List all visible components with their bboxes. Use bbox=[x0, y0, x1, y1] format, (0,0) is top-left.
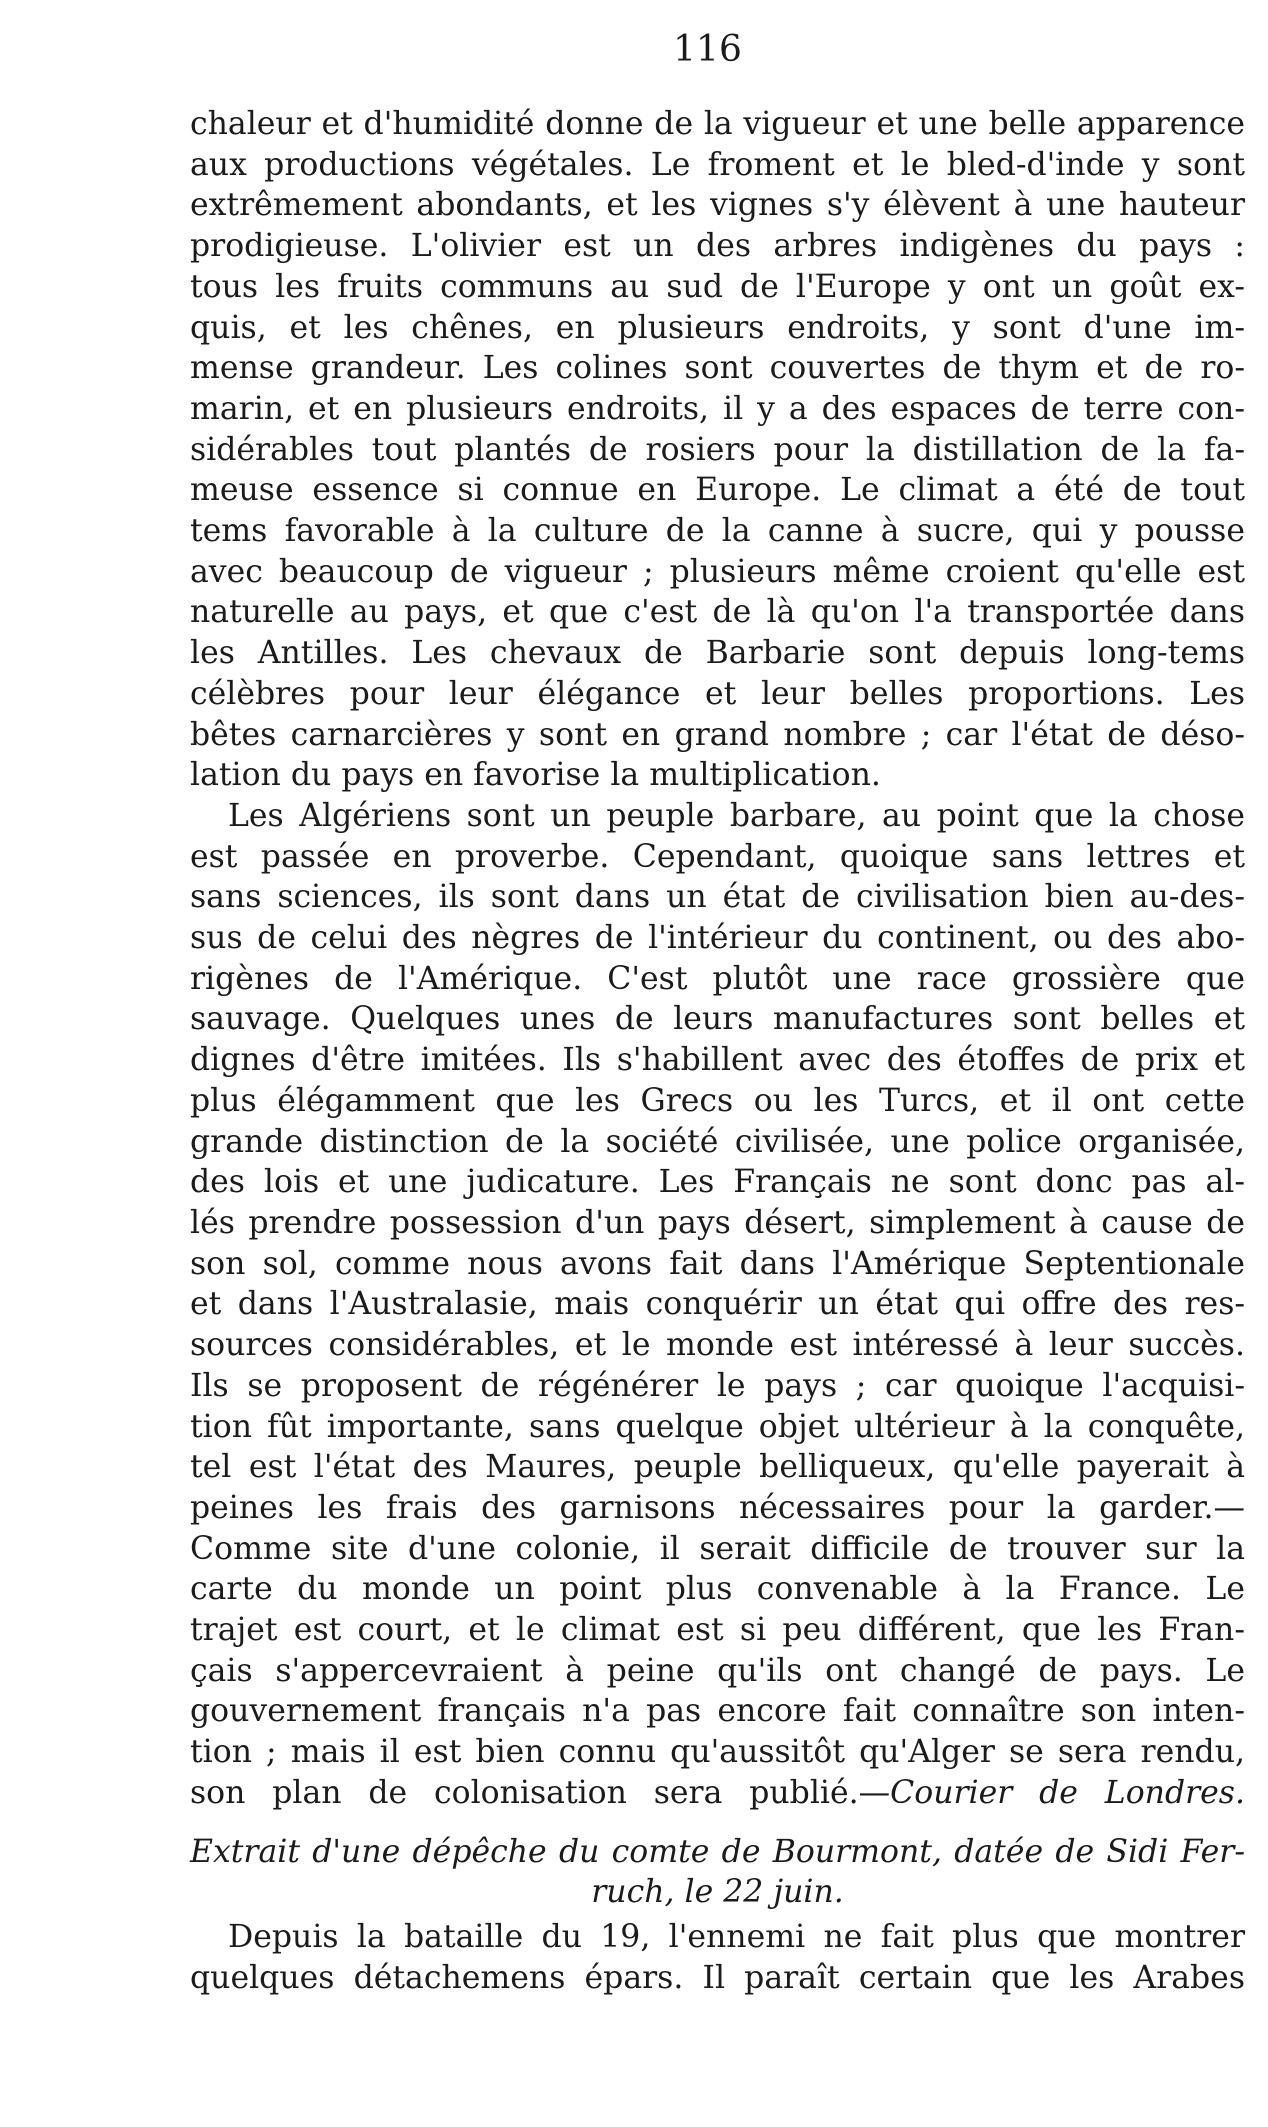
text-line: célèbres pour leur élégance et leur belles proportions. Les bbox=[190, 675, 1245, 712]
text-line: prodigieuse. L'olivier est un des arbres indigènes du pays : bbox=[190, 228, 1245, 265]
text-line: dignes d'être imitées. Ils s'habillent avec des étoffes de prix et bbox=[190, 1042, 1245, 1079]
text-line: tion fût importante, sans quelque objet ultérieur à la conquête, bbox=[190, 1408, 1245, 1445]
text-line: les Antilles. Les chevaux de Barbarie sont depuis long-tems bbox=[190, 635, 1245, 672]
text-line: Ils se proposent de régénérer le pays ; car quoique l'acquisi- bbox=[190, 1367, 1245, 1404]
text-line: quelques détachemens épars. Il paraît certain que les Arabes bbox=[190, 1959, 1245, 1996]
text-line: quis, et les chênes, en plusieurs endroits, y sont d'une im- bbox=[190, 309, 1245, 346]
text-line: trajet est court, et le climat est si peu différent, que les Fran- bbox=[190, 1612, 1245, 1649]
text-line-with-signature bbox=[190, 1773, 1245, 1814]
text-line: extrêmement abondants, et les vignes s'y élèvent à une hauteur bbox=[190, 187, 1245, 224]
text-line: çais s'appercevraient à peine qu'ils ont changé de pays. Le bbox=[190, 1652, 1245, 1689]
text-line: sus de celui des nègres de l'intérieur du continent, ou des abo- bbox=[190, 920, 1245, 957]
text-line: naturelle au pays, et que c'est de là qu'on l'a transportée dans bbox=[190, 594, 1245, 631]
text-line: est passée en proverbe. Cependant, quoique sans lettres et bbox=[190, 838, 1245, 875]
text-line: tel est l'état des Maures, peuple belliqueux, qu'elle payerait à bbox=[190, 1449, 1245, 1486]
text-line: chaleur et d'humidité donne de la vigueur et une belle apparence bbox=[190, 106, 1245, 142]
text-fragment: son plan de colonisation sera publié.— bbox=[190, 1774, 891, 1811]
text-line: carte du monde un point plus convenable à la France. Le bbox=[190, 1571, 1245, 1608]
text-line: bêtes carnarcières y sont en grand nombre ; car l'état de déso- bbox=[190, 716, 1245, 753]
text-line: sans sciences, ils sont dans un état de civilisation bien au-des- bbox=[190, 879, 1245, 916]
text-line: gouvernement français n'a pas encore fait connaître son inten- bbox=[190, 1693, 1245, 1730]
text-line: tion ; mais il est bien connu qu'aussitôt qu'Alger se sera rendu, bbox=[190, 1734, 1245, 1771]
text-line: et dans l'Australasie, mais conquérir un état qui offre des res- bbox=[190, 1286, 1245, 1323]
text-line: mense grandeur. Les colines sont couvertes de thym et de ro- bbox=[190, 350, 1245, 387]
paragraph-description bbox=[190, 104, 1245, 796]
text-line: Les Algériens sont un peuple barbare, au point que la chose bbox=[228, 797, 1245, 834]
text-line: rigènes de l'Amérique. C'est plutôt une race grossière que bbox=[190, 960, 1245, 997]
text-line: lation du pays en favorise la multiplication. bbox=[190, 757, 881, 794]
heading-line: Extrait d'une dépêche du comte de Bourmont, datée de Sidi Fer- bbox=[190, 1833, 1245, 1870]
text-line: meuse essence si connue en Europe. Le climat a été de tout bbox=[190, 472, 1245, 509]
text-line: peines les frais des garnisons nécessaires pour la garder.— bbox=[190, 1489, 1245, 1526]
text-line: son sol, comme nous avons fait dans l'Amérique Septentionale bbox=[190, 1245, 1245, 1282]
source-signature: Courier de Londres. bbox=[890, 1774, 1245, 1811]
page-number: 116 bbox=[673, 29, 742, 70]
text-line: marin, et en plusieurs endroits, il y a des espaces de terre con- bbox=[190, 390, 1245, 427]
text-line: tous les fruits communs au sud de l'Europe y ont un goût ex- bbox=[190, 268, 1245, 305]
text-line: sidérables tout plantés de rosiers pour la distillation de la fa- bbox=[190, 431, 1245, 468]
heading-line: ruch, le 22 juin. bbox=[591, 1874, 844, 1911]
text-line: tems favorable à la culture de la canne à sucre, qui y pousse bbox=[190, 513, 1245, 550]
document-page bbox=[190, 28, 1245, 1998]
text-line: des lois et une judicature. Les Français ne sont donc pas al- bbox=[190, 1164, 1245, 1201]
text-line: sauvage. Quelques unes de leurs manufactures sont belles et bbox=[190, 1001, 1245, 1038]
text-line: plus élégamment que les Grecs ou les Turcs, et il ont cette bbox=[190, 1082, 1245, 1119]
text-line: grande distinction de la société civilisée, une police organisée, bbox=[190, 1123, 1245, 1160]
paragraph-dispatch bbox=[190, 1917, 1245, 1998]
text-line: Depuis la bataille du 19, l'ennemi ne fait plus que montrer bbox=[228, 1918, 1245, 1955]
text-line: sources considérables, et le monde est intéressé à leur succès. bbox=[190, 1327, 1245, 1364]
text-line: avec beaucoup de vigueur ; plusieurs même croient qu'elle est bbox=[190, 553, 1245, 590]
text-line: aux productions végétales. Le froment et le bled-d'inde y sont bbox=[190, 146, 1245, 183]
text-line: lés prendre possession d'un pays désert, simplement à cause de bbox=[190, 1204, 1245, 1241]
paragraph-algeriens bbox=[190, 796, 1245, 1814]
dispatch-heading bbox=[190, 1832, 1245, 1913]
text-line: Comme site d'une colonie, il serait difficile de trouver sur la bbox=[190, 1530, 1245, 1567]
